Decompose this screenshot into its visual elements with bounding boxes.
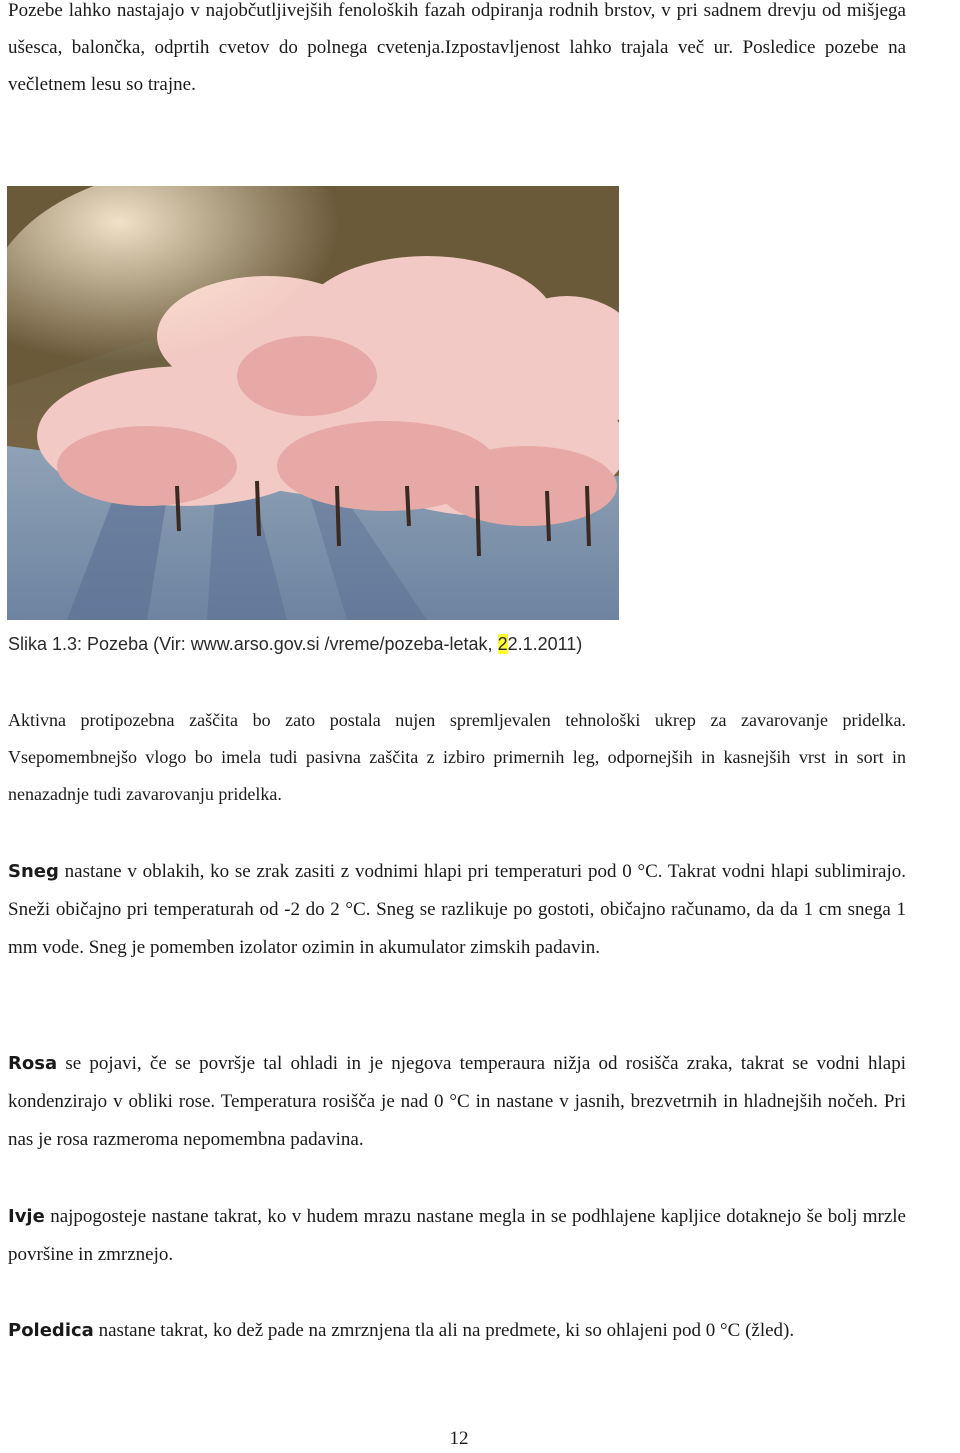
snow-text: nastane v oblakih, ko se zrak zasiti z vodnimi hlapi pri temperaturi pod 0 °C. Takrat vodni hlapi sublimirajo. Sneži običajno pri temperaturah od -2 do 2 °C. Sneg se razlikuje po gostoti, običajno računamo, da da 1 cm snega 1 mm vode. Sneg je pomemben izolator ozimin in akumulator zimskih padavin.	[8, 861, 906, 958]
rime-text: najpogosteje nastane takrat, ko v hudem mrazu nastane megla in se podhlajene kapljice dotaknejo še bolj mrzle površine in zmrznejo.	[8, 1206, 906, 1265]
glaze-paragraph	[8, 1312, 906, 1350]
dew-text: se pojavi, če se površje tal ohladi in je njegova temperaura nižja od rosišča zraka, takrat se vodni hlapi kondenzirajo v obliki rose. Temperatura rosišča je nad 0 °C in nastane v jasnih, brezvetrnih in hladnejših nočeh. Pri nas je rosa razmeroma nepomembna padavina.	[8, 1053, 906, 1150]
rime-term: Ivje	[8, 1206, 45, 1227]
protection-paragraph: Aktivna protipozebna zaščita bo zato postala nujen spremljevalen tehnološki ukrep za zavarovanje pridelka. Vsepomembnejšo vlogo bo imela tudi pasivna zaščita z izbiro primernih leg, odpornejših in kasnejših vrst in sort in nenazadnje tudi zavarovanju pridelka.	[8, 710, 906, 804]
frost-orchard-photo	[7, 186, 619, 620]
page-number: 12	[449, 1428, 469, 1449]
caption-text: Slika 1.3: Pozeba (Vir: www.arso.gov.si /vreme/pozeba-letak,	[8, 634, 498, 654]
frost-intro-paragraph: Pozebe lahko nastajajo v najobčutljivejših fenoloških fazah odpiranja rodnih brstov, v pri sadnem drevju od mišjega ušesca, balončka, odprtih cvetov do polnega cvetenja.Izpostavljenost lahko trajala več ur. Posledice pozebe na večletnem lesu so trajne.	[8, 0, 906, 95]
caption-text-end: 2.1.2011)	[507, 634, 583, 654]
dew-term: Rosa	[8, 1053, 58, 1074]
glaze-term: Poledica	[8, 1320, 94, 1341]
caption-highlight: 2	[497, 634, 508, 654]
glaze-text: nastane takrat, ko dež pade na zmrznjena tla ali na predmete, ki so ohlajeni pod 0 °C (žled).	[93, 1320, 795, 1341]
snow-paragraph	[8, 853, 906, 967]
dew-paragraph	[8, 1045, 906, 1159]
snow-term: Sneg	[8, 861, 59, 882]
figure-caption	[8, 629, 582, 659]
rime-paragraph	[8, 1198, 906, 1274]
